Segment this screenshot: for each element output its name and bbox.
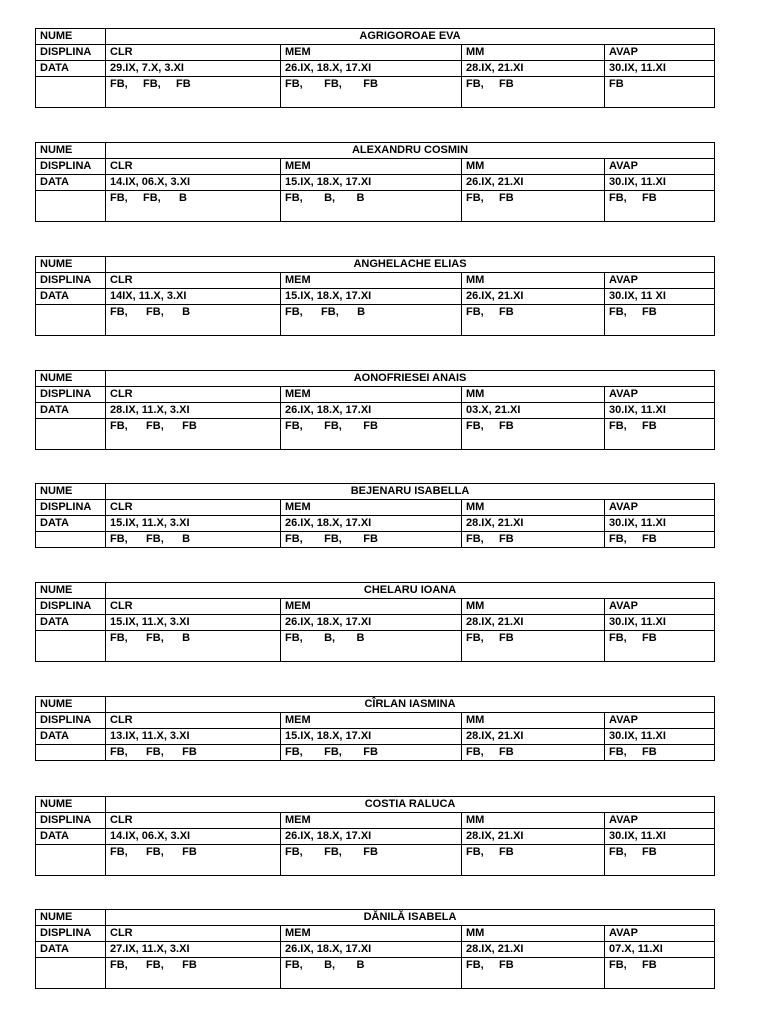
student-name: BEJENARU ISABELLA — [106, 484, 715, 500]
date-cell: 30.IX, 11.XI — [605, 516, 715, 532]
grade-cell: FB — [605, 77, 715, 108]
student-name: AGRIGOROAE EVA — [106, 29, 715, 45]
date-row — [36, 829, 715, 845]
date-cell: 28.IX, 21.XI — [462, 829, 605, 845]
grade-cell: FB, FB, FB — [281, 532, 462, 548]
discipline-cell: MM — [462, 387, 605, 403]
date-row — [36, 289, 715, 305]
student-name: AONOFRIESEI ANAIS — [106, 371, 715, 387]
discipline-cell: CLR — [106, 713, 281, 729]
grade-cell: FB, FB — [462, 631, 605, 662]
discipline-cell: AVAP — [605, 45, 715, 61]
discipline-cell: CLR — [106, 926, 281, 942]
student-table — [35, 483, 715, 548]
discipline-cell: MM — [462, 713, 605, 729]
date-cell: 30.IX, 11.XI — [605, 61, 715, 77]
student-name: DĂNILĂ ISABELA — [106, 910, 715, 926]
discipline-label: DISPLINA — [36, 273, 106, 289]
grade-label-empty — [36, 745, 106, 761]
discipline-row — [36, 387, 715, 403]
date-cell: 15.IX, 18.X, 17.XI — [281, 175, 462, 191]
grade-label-empty — [36, 305, 106, 336]
name-label: NUME — [36, 697, 106, 713]
discipline-label: DISPLINA — [36, 813, 106, 829]
grade-cell: FB, FB — [462, 77, 605, 108]
discipline-cell: MEM — [281, 713, 462, 729]
name-row — [36, 797, 715, 813]
discipline-cell: CLR — [106, 813, 281, 829]
grade-cell: FB, B, B — [281, 631, 462, 662]
grade-cell: FB, FB, B — [106, 191, 281, 222]
grade-cell: FB, FB — [462, 191, 605, 222]
grade-cell: FB, FB, FB — [281, 745, 462, 761]
date-cell: 26.IX, 18.X, 17.XI — [281, 829, 462, 845]
date-cell: 26.IX, 18.X, 17.XI — [281, 61, 462, 77]
grade-row — [36, 305, 715, 336]
discipline-cell: MEM — [281, 813, 462, 829]
name-label: NUME — [36, 484, 106, 500]
date-cell: 14.IX, 06.X, 3.XI — [106, 175, 281, 191]
date-cell: 15.IX, 18.X, 17.XI — [281, 729, 462, 745]
date-label: DATA — [36, 942, 106, 958]
grade-cell: FB, FB — [605, 745, 715, 761]
date-cell: 14.IX, 06.X, 3.XI — [106, 829, 281, 845]
date-cell: 03.X, 21.XI — [462, 403, 605, 419]
grade-cell: FB, FB — [605, 532, 715, 548]
discipline-cell: CLR — [106, 500, 281, 516]
date-label: DATA — [36, 829, 106, 845]
grade-cell: FB, FB — [605, 191, 715, 222]
date-cell: 14IX, 11.X, 3.XI — [106, 289, 281, 305]
date-cell: 30.IX, 11.XI — [605, 829, 715, 845]
grade-row — [36, 532, 715, 548]
grade-cell: FB, FB, B — [106, 631, 281, 662]
date-cell: 15.IX, 11.X, 3.XI — [106, 615, 281, 631]
discipline-cell: MM — [462, 273, 605, 289]
student-name: CÎRLAN IASMINA — [106, 697, 715, 713]
grade-cell: FB, FB — [605, 958, 715, 989]
discipline-cell: MM — [462, 926, 605, 942]
date-row — [36, 61, 715, 77]
grade-cell: FB, FB — [462, 532, 605, 548]
date-cell: 30.IX, 11.XI — [605, 175, 715, 191]
name-row — [36, 29, 715, 45]
name-label: NUME — [36, 257, 106, 273]
grade-cell: FB, FB, B — [106, 305, 281, 336]
student-table — [35, 142, 715, 222]
discipline-cell: MM — [462, 599, 605, 615]
discipline-cell: MM — [462, 813, 605, 829]
discipline-cell: MEM — [281, 159, 462, 175]
student-name: ANGHELACHE ELIAS — [106, 257, 715, 273]
grade-row — [36, 77, 715, 108]
date-cell: 28.IX, 21.XI — [462, 729, 605, 745]
grade-cell: FB, FB, FB — [106, 958, 281, 989]
date-cell: 30.IX, 11.XI — [605, 403, 715, 419]
date-cell: 07.X, 11.XI — [605, 942, 715, 958]
name-label: NUME — [36, 797, 106, 813]
discipline-cell: AVAP — [605, 387, 715, 403]
name-row — [36, 143, 715, 159]
student-table — [35, 796, 715, 876]
grade-label-empty — [36, 419, 106, 450]
date-cell: 13.IX, 11.X, 3.XI — [106, 729, 281, 745]
discipline-cell: MEM — [281, 273, 462, 289]
grade-row — [36, 845, 715, 876]
discipline-label: DISPLINA — [36, 387, 106, 403]
grade-label-empty — [36, 77, 106, 108]
grade-row — [36, 191, 715, 222]
date-row — [36, 516, 715, 532]
student-table — [35, 909, 715, 989]
discipline-row — [36, 926, 715, 942]
name-row — [36, 371, 715, 387]
grade-label-empty — [36, 532, 106, 548]
discipline-cell: MM — [462, 500, 605, 516]
discipline-row — [36, 713, 715, 729]
discipline-cell: MM — [462, 45, 605, 61]
discipline-cell: CLR — [106, 159, 281, 175]
discipline-row — [36, 813, 715, 829]
grade-cell: FB, FB — [462, 845, 605, 876]
discipline-row — [36, 599, 715, 615]
date-cell: 26.IX, 21.XI — [462, 175, 605, 191]
grade-cell: FB, B, B — [281, 958, 462, 989]
discipline-cell: AVAP — [605, 273, 715, 289]
name-label: NUME — [36, 29, 106, 45]
discipline-cell: CLR — [106, 387, 281, 403]
discipline-cell: AVAP — [605, 599, 715, 615]
date-row — [36, 942, 715, 958]
discipline-cell: AVAP — [605, 500, 715, 516]
discipline-cell: CLR — [106, 45, 281, 61]
date-cell: 30.IX, 11.XI — [605, 729, 715, 745]
date-label: DATA — [36, 729, 106, 745]
student-table — [35, 696, 715, 761]
date-label: DATA — [36, 289, 106, 305]
discipline-cell: CLR — [106, 273, 281, 289]
discipline-label: DISPLINA — [36, 599, 106, 615]
date-cell: 28.IX, 21.XI — [462, 615, 605, 631]
discipline-cell: MM — [462, 159, 605, 175]
student-name: CHELARU IOANA — [106, 583, 715, 599]
student-table — [35, 256, 715, 336]
date-cell: 26.IX, 21.XI — [462, 289, 605, 305]
grade-cell: FB, FB, FB — [281, 845, 462, 876]
discipline-cell: MEM — [281, 926, 462, 942]
grade-cell: FB, FB, FB — [106, 745, 281, 761]
name-row — [36, 697, 715, 713]
grade-cell: FB, FB, FB — [106, 845, 281, 876]
date-cell: 30.IX, 11 XI — [605, 289, 715, 305]
discipline-cell: CLR — [106, 599, 281, 615]
date-cell: 26.IX, 18.X, 17.XI — [281, 615, 462, 631]
grade-cell: FB, FB — [605, 419, 715, 450]
name-label: NUME — [36, 910, 106, 926]
date-cell: 15.IX, 18.X, 17.XI — [281, 289, 462, 305]
grade-cell: FB, FB — [462, 305, 605, 336]
discipline-cell: AVAP — [605, 713, 715, 729]
date-label: DATA — [36, 516, 106, 532]
student-table — [35, 582, 715, 662]
name-row — [36, 257, 715, 273]
name-label: NUME — [36, 583, 106, 599]
name-label: NUME — [36, 143, 106, 159]
grade-cell: FB, FB, B — [106, 532, 281, 548]
name-row — [36, 484, 715, 500]
student-name: ALEXANDRU COSMIN — [106, 143, 715, 159]
discipline-label: DISPLINA — [36, 159, 106, 175]
date-cell: 26.IX, 18.X, 17.XI — [281, 942, 462, 958]
discipline-cell: MEM — [281, 599, 462, 615]
name-row — [36, 910, 715, 926]
date-row — [36, 175, 715, 191]
grade-row — [36, 631, 715, 662]
discipline-label: DISPLINA — [36, 926, 106, 942]
discipline-row — [36, 45, 715, 61]
name-row — [36, 583, 715, 599]
date-cell: 28.IX, 21.XI — [462, 516, 605, 532]
discipline-label: DISPLINA — [36, 500, 106, 516]
date-cell: 28.IX, 21.XI — [462, 61, 605, 77]
discipline-cell: MEM — [281, 500, 462, 516]
grade-row — [36, 958, 715, 989]
date-cell: 30.IX, 11.XI — [605, 615, 715, 631]
discipline-row — [36, 273, 715, 289]
date-row — [36, 729, 715, 745]
discipline-cell: MEM — [281, 387, 462, 403]
discipline-cell: AVAP — [605, 926, 715, 942]
grade-cell: FB, B, B — [281, 191, 462, 222]
date-label: DATA — [36, 615, 106, 631]
grade-row — [36, 419, 715, 450]
date-label: DATA — [36, 61, 106, 77]
date-cell: 29.IX, 7.X, 3.XI — [106, 61, 281, 77]
name-label: NUME — [36, 371, 106, 387]
grade-cell: FB, FB — [605, 845, 715, 876]
grade-cell: FB, FB, FB — [281, 77, 462, 108]
student-table — [35, 370, 715, 450]
grade-cell: FB, FB — [605, 631, 715, 662]
discipline-cell: MEM — [281, 45, 462, 61]
discipline-cell: AVAP — [605, 813, 715, 829]
date-row — [36, 615, 715, 631]
grade-cell: FB, FB — [462, 958, 605, 989]
date-row — [36, 403, 715, 419]
date-cell: 28.IX, 21.XI — [462, 942, 605, 958]
date-cell: 26.IX, 18.X, 17.XI — [281, 516, 462, 532]
grade-label-empty — [36, 631, 106, 662]
grade-label-empty — [36, 958, 106, 989]
grade-cell: FB, FB, FB — [281, 419, 462, 450]
discipline-row — [36, 500, 715, 516]
date-cell: 28.IX, 11.X, 3.XI — [106, 403, 281, 419]
grade-label-empty — [36, 845, 106, 876]
grade-cell: FB, FB, B — [281, 305, 462, 336]
grade-row — [36, 745, 715, 761]
grade-cell: FB, FB, FB — [106, 419, 281, 450]
discipline-cell: AVAP — [605, 159, 715, 175]
date-label: DATA — [36, 403, 106, 419]
student-table — [35, 28, 715, 108]
grade-cell: FB, FB — [462, 745, 605, 761]
grade-label-empty — [36, 191, 106, 222]
date-cell: 26.IX, 18.X, 17.XI — [281, 403, 462, 419]
date-cell: 27.IX, 11.X, 3.XI — [106, 942, 281, 958]
student-name: COSTIA RALUCA — [106, 797, 715, 813]
discipline-row — [36, 159, 715, 175]
date-cell: 15.IX, 11.X, 3.XI — [106, 516, 281, 532]
date-label: DATA — [36, 175, 106, 191]
discipline-label: DISPLINA — [36, 713, 106, 729]
grade-cell: FB, FB, FB — [106, 77, 281, 108]
discipline-label: DISPLINA — [36, 45, 106, 61]
grade-cell: FB, FB — [605, 305, 715, 336]
grade-cell: FB, FB — [462, 419, 605, 450]
